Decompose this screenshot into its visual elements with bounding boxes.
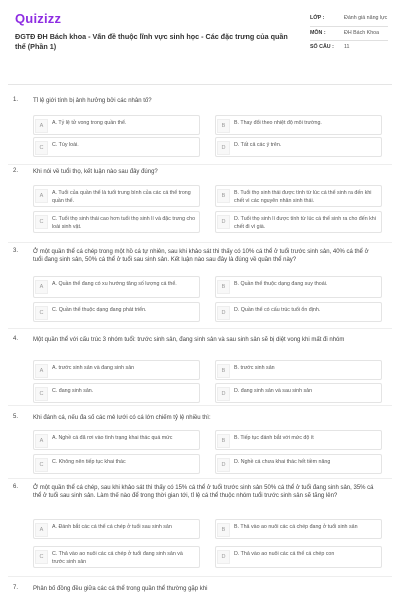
option-b[interactable]	[215, 360, 382, 380]
option-d[interactable]	[215, 302, 382, 322]
option-text: D. Thả vào ao nuôi các cá thể cá chép con	[234, 551, 335, 557]
option-letter: C	[35, 387, 48, 401]
option-text: C. Tuổi thọ sinh thái cao hơn tuổi thọ sinh lí và đặc trưng cho loài sinh vật.	[52, 216, 196, 230]
option-letter: A	[35, 119, 48, 133]
meta-row-class	[310, 12, 388, 27]
option-letter: A	[35, 523, 48, 537]
option-a[interactable]	[33, 276, 200, 298]
option-text: B. Tiếp tục đánh bắt với mức độ ít	[234, 435, 314, 441]
option-letter: C	[35, 458, 48, 472]
option-letter: D	[217, 141, 230, 155]
option-text: A. Nghề cá đã rơi vào tình trạng khai thác quá mức	[52, 435, 173, 441]
option-a[interactable]	[33, 185, 200, 207]
option-letter: D	[217, 306, 230, 320]
option-b[interactable]	[215, 519, 382, 539]
option-letter: C	[35, 215, 48, 229]
option-text: C. Không nên tiếp tục khai thác	[52, 459, 126, 465]
question-number: 2.	[13, 168, 19, 174]
meta-value: ĐH Bách Khoa	[344, 29, 380, 36]
question-divider	[8, 242, 392, 243]
option-text: D. đang sinh sản và sau sinh sản	[234, 388, 313, 394]
option-letter: B	[217, 434, 230, 448]
question-number: 1.	[13, 97, 19, 103]
option-letter: C	[35, 550, 48, 564]
question-text: Khi nói về tuổi thọ, kết luận nào sau đây đúng?	[33, 169, 158, 175]
option-text: C. Quần thể thuộc dạng đang phát triển.	[52, 307, 147, 313]
option-c[interactable]	[33, 546, 200, 568]
option-text: B. trước sinh sản	[234, 365, 275, 371]
option-a[interactable]	[33, 115, 200, 135]
option-text: C. đang sinh sản.	[52, 388, 94, 394]
option-a[interactable]	[33, 430, 200, 450]
question-text: Ở một quần thể cá chép, sau khi khảo sát thì thấy có 15% cá thể ở tuổi trước sinh sản 50% cá thể ở tuổi đang sinh sản, 35% cá thể ở tuổi sau sinh sản. Làm thế nào để trong thời gian tới, tỉ lệ cá thể thuộc nhóm tuổi trước sinh sản sẽ tăng lên?	[33, 485, 374, 499]
option-letter: B	[217, 119, 230, 133]
option-letter: B	[217, 189, 230, 203]
question-text: Khi đánh cá, nếu đa số các mẻ lưới có cá lớn chiếm tỷ lệ nhiều thì:	[33, 415, 211, 421]
question-text: Tỉ lệ giới tính bị ảnh hưởng bởi các nhân tố?	[33, 98, 152, 104]
option-letter: D	[217, 215, 230, 229]
option-text: D. Tuổi thọ sinh lí được tính từ lúc cá thể sinh ra cho đến khi chết đi vì già.	[234, 216, 376, 230]
option-b[interactable]	[215, 115, 382, 135]
option-d[interactable]	[215, 454, 382, 474]
option-text: D. Tất cả các ý trên.	[234, 142, 282, 148]
option-text: C. Tùy loài.	[52, 142, 79, 148]
option-letter: A	[35, 434, 48, 448]
question-divider	[8, 328, 392, 329]
question-text: Phân bố đồng đều giữa các cá thể trong quần thể thường gặp khi	[33, 586, 208, 592]
option-c[interactable]	[33, 302, 200, 322]
option-letter: C	[35, 306, 48, 320]
option-letter: A	[35, 189, 48, 203]
option-letter: B	[217, 280, 230, 294]
option-c[interactable]	[33, 211, 200, 233]
quizizz-logo: Quizizz	[15, 11, 62, 26]
meta-row-subject	[310, 27, 388, 42]
meta-value: 11	[344, 44, 350, 50]
option-a[interactable]	[33, 360, 200, 380]
option-letter: C	[35, 141, 48, 155]
option-b[interactable]	[215, 276, 382, 298]
question-text: Một quần thể với cấu trúc 3 nhóm tuổi: trước sinh sản, đang sinh sản và sau sinh sản sẽ bị diệt vong khi mất đi nhóm	[33, 337, 345, 343]
option-d[interactable]	[215, 211, 382, 233]
meta-value: Đánh giá năng lực	[344, 15, 388, 21]
option-d[interactable]	[215, 383, 382, 403]
option-b[interactable]	[215, 185, 382, 207]
meta-row-count	[310, 41, 388, 55]
meta-table	[310, 12, 388, 55]
question-divider	[8, 576, 392, 577]
question-number: 3.	[13, 248, 19, 254]
option-c[interactable]	[33, 454, 200, 474]
option-c[interactable]	[33, 383, 200, 403]
option-text: B. Quần thể thuộc dạng đang suy thoái.	[234, 281, 328, 287]
option-text: C. Thả vào ao nuôi các cá chép ở tuổi đang sinh sản và trước sinh sản	[52, 551, 183, 565]
option-d[interactable]	[215, 546, 382, 568]
option-c[interactable]	[33, 137, 200, 157]
question-number: 4.	[13, 336, 19, 342]
option-letter: A	[35, 364, 48, 378]
option-text: A. Đánh bắt các cá thể cá chép ở tuổi sau sinh sản	[52, 524, 172, 530]
option-letter: D	[217, 550, 230, 564]
question-number: 6.	[13, 484, 19, 490]
option-text: A. Tuổi của quần thể là tuổi trung bình của các cá thể trong quần thể.	[52, 190, 191, 204]
option-letter: B	[217, 364, 230, 378]
worksheet-header	[0, 0, 400, 84]
option-text: A. trước sinh sản và đang sinh sản	[52, 365, 135, 371]
option-text: B. Tuổi thọ sinh thái được tính từ lúc cá thể sinh ra đến khi chết vì các nguyên nhân sinh thái.	[234, 190, 372, 204]
question-number: 7.	[13, 585, 19, 591]
option-a[interactable]	[33, 519, 200, 539]
option-letter: B	[217, 523, 230, 537]
option-d[interactable]	[215, 137, 382, 157]
option-letter: D	[217, 387, 230, 401]
question-divider	[8, 164, 392, 165]
option-text: D. Quần thể có cấu trúc tuổi ổn định.	[234, 307, 321, 313]
option-text: B. Thay đổi theo nhiệt độ môi trường.	[234, 120, 322, 126]
question-divider	[8, 478, 392, 479]
option-b[interactable]	[215, 430, 382, 450]
option-letter: A	[35, 280, 48, 294]
header-divider	[8, 84, 392, 85]
question-number: 5.	[13, 414, 19, 420]
option-letter: D	[217, 458, 230, 472]
worksheet-title: ĐGTĐ ĐH Bách khoa - Vấn đề thuộc lĩnh vực sinh học - Các đặc trưng của quần thể (Phần 1)	[15, 32, 288, 51]
question-text: Ở một quần thể cá chép trong một hồ cá tự nhiên, sau khi khảo sát thì thấy có 10% cá thể ở tuổi trước sinh sản, 40% cá thể ở tuổi đang sinh sản, 50% cá thể ở tuổi sau sinh sản. Kết luận nào sau đây là đúng về quần thể này?	[33, 249, 369, 263]
option-text: B. Thả vào ao nuôi các cá chép đang ở tuổi sinh sản	[234, 524, 358, 530]
question-divider	[8, 405, 392, 406]
meta-label: MÔN :	[310, 29, 326, 36]
option-text: A. Quần thể đang có xu hướng tăng số lượng cá thể.	[52, 281, 177, 287]
meta-label: LỚP :	[310, 15, 325, 21]
meta-label: SỐ CÂU :	[310, 44, 334, 50]
option-text: A. Tỷ lệ tử vong trong quần thể.	[52, 120, 127, 126]
option-text: D. Nghề cá chưa khai thác hết tiềm năng	[234, 459, 331, 465]
